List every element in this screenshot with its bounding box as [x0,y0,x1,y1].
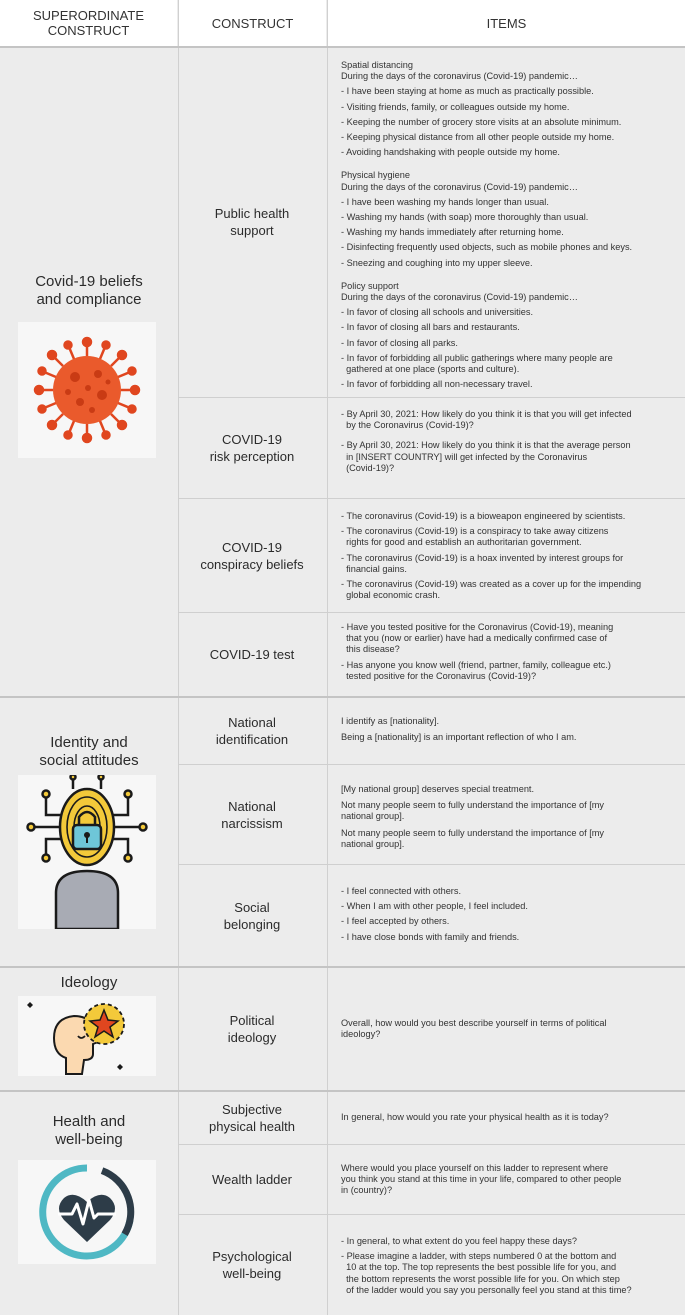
item-intro: During the days of the coronavirus (Covid-19) pandemic… [341,181,578,192]
construct-label: COVID-19 test [209,647,295,662]
item: I identify as [nationality]. [341,716,440,726]
section-separator [0,696,685,698]
item: - I feel accepted by others. [341,916,450,927]
item: - Avoiding handshaking with people outside my home. [341,147,560,158]
heart-pulse-icon [18,1160,156,1264]
header-construct [179,0,326,46]
items-social-belonging [341,886,676,947]
section-separator [0,1090,685,1092]
construct-label: National narcissism [221,798,283,831]
construct-label: National identification [215,714,289,747]
header-construct-label: CONSTRUCT [211,15,294,31]
item: Where would you place yourself on this ladder to represent where you think you stand at this time in your life, compared to other people in (country)? [341,1163,622,1196]
item: In general, how would you rate your physical health as it is today? [341,1112,609,1122]
item: - The coronavirus (Covid-19) was created as a cover up for the impending global economic crash. [341,579,642,601]
items-wealth-ladder [341,1163,676,1201]
item: - Keeping the number of grocery store visits at an absolute minimum. [341,116,622,127]
construct-label: COVID-19 risk perception [209,432,295,464]
item: - In favor of closing all bars and restaurants. [341,322,520,333]
header-separator [0,46,685,48]
construct-wealth-ladder [178,1145,326,1214]
construct-label: Social belonging [223,899,281,932]
item: [My national group] deserves special treatment. [341,784,535,794]
construct-covid-risk-perception [178,398,326,498]
construct-label: Political ideology [227,1012,277,1045]
construct-national-identification [178,697,326,764]
item: - The coronavirus (Covid-19) is a conspiracy to take away citizens rights for good and establish an authoritarian government. [341,526,609,548]
item: - In favor of closing all schools and universities. [341,307,534,318]
item: Not many people seem to fully understand the importance of [my national group]. [341,800,605,822]
items-psychological-well-being [341,1236,676,1300]
section-title-covid-beliefs: Covid-19 beliefs and compliance [35,273,143,308]
item: - Please imagine a ladder, with steps numbered 0 at the bottom and 10 at the top. The top represents the best possible life for you, and the bottom represents the worst possible life for you. On which step of the ladder would you say you personally feel you stand at this time? [341,1251,632,1295]
construct-social-belonging [178,865,326,966]
construct-subjective-physical-health [178,1091,326,1144]
item: - Keeping physical distance from all other people outside my home. [341,132,615,143]
item: - Have you tested positive for the Coronavirus (Covid-19), meaning that you (now or earlier) have had a medically confirmed case of this disease? [341,622,614,655]
item: - In favor of forbidding all non-necessary travel. [341,379,533,390]
item: - Visiting friends, family, or colleagues outside my home. [341,101,570,112]
construct-psychological-well-being [178,1215,326,1315]
construct-covid-test [178,613,326,696]
header-items-label: ITEMS [486,15,527,31]
item: Not many people seem to fully understand the importance of [my national group]. [341,827,605,849]
item: - Washing my hands immediately after returning home. [341,227,564,238]
item: - I feel connected with others. [341,886,462,896]
items-covid-risk-perception [341,409,676,478]
item: - In favor of closing all parks. [341,337,458,348]
item: - The coronavirus (Covid-19) is a bioweapon engineered by scientists. [341,511,626,521]
item: - The coronavirus (Covid-19) is a hoax invented by interest groups for financial gains. [341,552,624,574]
item: - Washing my hands (with soap) more thoroughly than usual. [341,212,589,223]
item: - I have been washing my hands longer than usual. [341,196,549,207]
items-covid-conspiracy-beliefs [341,511,676,605]
items-political-ideology [341,1018,676,1044]
section-separator [0,966,685,968]
item-intro: During the days of the coronavirus (Covid-19) pandemic… [341,292,578,303]
construct-covid-conspiracy-beliefs [178,499,326,612]
subscale-title-spatial-distancing: Spatial distancing [341,60,414,70]
construct-public-health-support [178,47,326,397]
item: - By April 30, 2021: How likely do you think it is that you will get infected by the Coronavirus (Covid-19)? [341,409,632,431]
item: - Sneezing and coughing into my upper sleeve. [341,257,533,268]
construct-label: Psychological well-being [212,1249,292,1281]
item: Being a [nationality] is an important reflection of who I am. [341,732,577,743]
item: Overall, how would you best describe yourself in terms of political ideology? [341,1018,607,1040]
section-title-health: Health and well-being [52,1113,126,1148]
items-subjective-physical-health [341,1112,676,1127]
header-superordinate-construct [0,0,177,46]
head-star-idea-icon [18,996,156,1076]
item: - I have close bonds with family and friends. [341,931,520,942]
items-public-health-support [341,60,676,394]
items-covid-test [341,622,676,686]
subscale-title-policy-support: Policy support [341,280,399,291]
item: - In general, to what extent do you feel happy these days? [341,1236,577,1246]
construct-label: Wealth ladder [212,1172,292,1187]
item-intro: During the days of the coronavirus (Covid-19) pandemic… [341,71,578,82]
item: - In favor of forbidding all public gatherings where many people are gathered at one place (sports and culture). [341,352,613,375]
items-national-narcissism [341,784,676,854]
construct-national-narcissism [178,765,326,864]
section-title-ideology: Ideology [60,974,118,991]
item: - Has anyone you know well (friend, partner, family, colleague etc.) tested positive for the Coronavirus (Covid-19)? [341,659,611,681]
column-divider [327,0,328,1315]
item: - I have been staying at home as much as practically possible. [341,86,594,97]
fingerprint-lock-person-icon [18,775,156,929]
item: - Disinfecting frequently used objects, such as mobile phones and keys. [341,242,633,253]
coronavirus-icon [18,322,156,458]
item: - When I am with other people, I feel included. [341,901,528,912]
section-title-identity: Identity and social attitudes [39,734,139,769]
construct-label: COVID-19 conspiracy beliefs [200,539,304,572]
subscale-title-physical-hygiene: Physical hygiene [341,170,410,181]
header-items [328,0,685,46]
item: - By April 30, 2021: How likely do you think it is that the average person in [INSERT COUNTRY] will get infected by the Coronavirus (Covid-19)? [341,440,631,473]
header-superordinate-label: SUPERORDINATE CONSTRUCT [33,8,144,38]
construct-label: Subjective physical health [209,1101,295,1134]
items-national-identification [341,716,676,747]
construct-label: Public health support [214,206,290,238]
construct-political-ideology [178,967,326,1090]
